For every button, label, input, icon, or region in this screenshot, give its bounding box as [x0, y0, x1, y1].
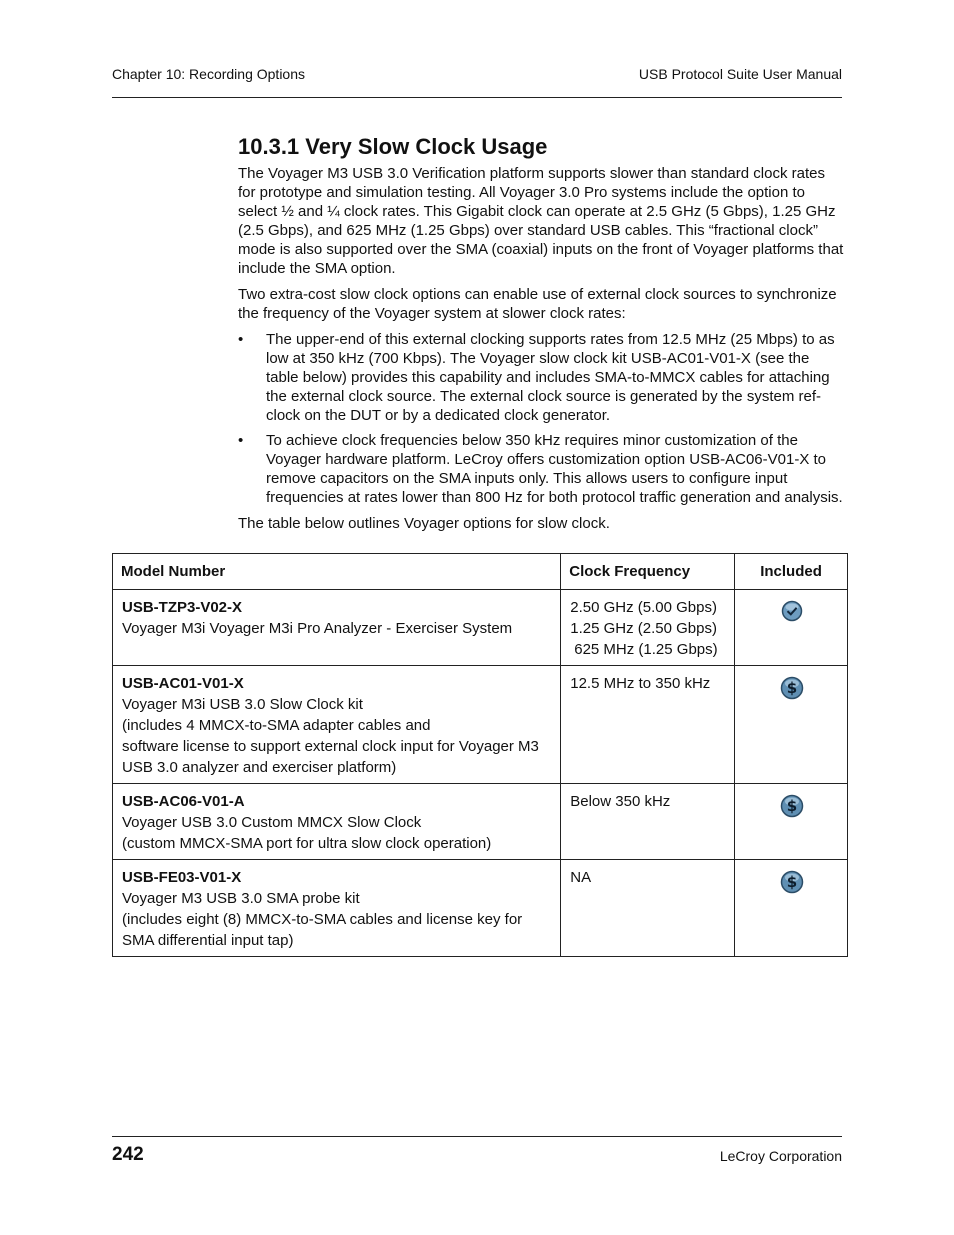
frequency-cell: [561, 784, 735, 860]
model-description: Voyager M3i USB 3.0 Slow Clock kit: [122, 696, 363, 713]
svg-text:$: $: [786, 873, 797, 891]
page-number: 242: [112, 1144, 144, 1165]
dollar-icon: [780, 676, 804, 706]
list-item-text: The upper-end of this external clocking supports rates from 12.5 MHz (25 Mbps) to as low at 350 kHz (700 Kbps). The Voyager slow clock kit USB-AC01-V01-X (see the table below) provides this capability and includes SMA-to-MMCX cables for attaching the external clock source. The external clock source is generated by the system ref-clock on the DUT or by a dedicated clock generator.: [266, 331, 835, 424]
svg-text:$: $: [786, 679, 797, 697]
model-number: USB-FE03-V01-X: [122, 869, 242, 886]
table-row: [113, 590, 848, 666]
section-title: 10.3.1 Very Slow Clock Usage: [238, 134, 548, 159]
frequency-value: NA: [570, 869, 592, 886]
included-cell: [735, 590, 848, 666]
header-clock-frequency: Clock Frequency: [561, 554, 735, 590]
header-rule: [112, 97, 842, 98]
frequency-value: 12.5 MHz to 350 kHz: [570, 675, 711, 692]
model-description: (includes eight (8) MMCX-to-SMA cables and license key for SMA differential input tap): [122, 911, 523, 949]
model-description: Voyager M3i Voyager M3i Pro Analyzer - Exerciser System: [122, 620, 513, 637]
frequency-value: 1.25 GHz (2.50 Gbps): [570, 620, 717, 637]
included-cell: [735, 784, 848, 860]
chapter-title: Chapter 10: Recording Options: [112, 66, 305, 82]
list-item: [238, 431, 844, 507]
list-item-text: To achieve clock frequencies below 350 kHz requires minor customization of the Voyager hardware platform. LeCroy offers customization option USB-AC06-V01-X to remove capacitors on the SMA inputs only. This allows users to configure input frequencies at rates lower than 800 Hz for both protocol traffic generation and analysis.: [266, 432, 843, 506]
model-number: USB-TZP3-V02-X: [122, 599, 243, 616]
frequency-value: Below 350 kHz: [570, 793, 671, 810]
table-row: [113, 784, 848, 860]
model-description: (includes 4 MMCX-to-SMA adapter cables and: [122, 717, 431, 734]
model-description: Voyager USB 3.0 Custom MMCX Slow Clock: [122, 814, 422, 831]
bullet: •: [238, 432, 244, 449]
checkmark-icon: [781, 600, 803, 628]
frequency-value: 625 MHz (1.25 Gbps): [574, 641, 718, 658]
included-cell: [735, 860, 848, 957]
options-paragraph: Two extra-cost slow clock options can enable use of external clock sources to synchronize the frequency of the Voyager system at slower clock rates:: [238, 286, 837, 322]
company-name: LeCroy Corporation: [719, 1148, 842, 1164]
model-number: USB-AC06-V01-A: [122, 793, 245, 810]
intro-paragraph: The Voyager M3 USB 3.0 Verification platform supports slower than standard clock rates for prototype and simulation testing. All Voyager 3.0 Pro systems include the option to select ½ and ¼ clock rates. This Gigabit clock can operate at 2.5 GHz (5 Gbps), 1.25 GHz (2.5 Gbps), and 625 MHz (1.25 Gbps) over standard USB cables. This “fractional clock” mode is also supported over the SMA (coaxial) inputs on the front of Voyager platforms that include the SMA option.: [238, 165, 844, 277]
slow-clock-options-table: [112, 553, 848, 957]
options-list: [238, 330, 844, 507]
frequency-cell: [561, 860, 735, 957]
footer-rule: [112, 1136, 842, 1137]
manual-title: USB Protocol Suite User Manual: [638, 66, 842, 82]
frequency-cell: [561, 590, 735, 666]
table-row: [113, 860, 848, 957]
model-description: software license to support external clock input for Voyager M3 USB 3.0 analyzer and exerciser platform): [122, 738, 539, 776]
model-cell: [113, 666, 561, 784]
model-number: USB-AC01-V01-X: [122, 675, 244, 692]
frequency-value: 2.50 GHz (5.00 Gbps): [570, 599, 717, 616]
frequency-cell: [561, 666, 735, 784]
header-model-number: Model Number: [113, 554, 561, 590]
header-included: Included: [735, 554, 848, 590]
model-description: (custom MMCX-SMA port for ultra slow clock operation): [122, 835, 492, 852]
model-cell: [113, 590, 561, 666]
model-cell: [113, 860, 561, 957]
table-intro: The table below outlines Voyager options for slow clock.: [238, 515, 610, 532]
included-cell: [735, 666, 848, 784]
svg-text:$: $: [786, 797, 797, 815]
bullet: •: [238, 331, 244, 348]
model-cell: [113, 784, 561, 860]
table-row: [113, 666, 848, 784]
page-header: [112, 66, 842, 84]
list-item: [238, 330, 844, 425]
model-description: Voyager M3 USB 3.0 SMA probe kit: [122, 890, 360, 907]
dollar-icon: [780, 870, 804, 900]
dollar-icon: [780, 794, 804, 824]
table-header-row: [113, 554, 848, 590]
section-content: [238, 134, 844, 540]
